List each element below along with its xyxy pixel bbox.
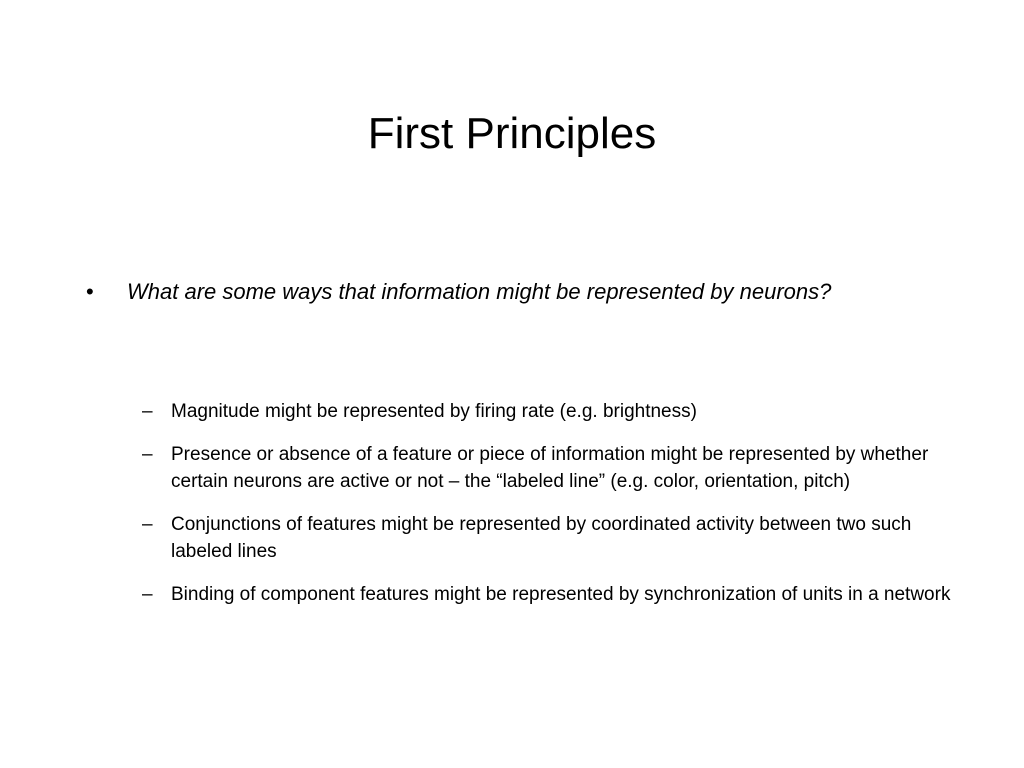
- sub-bullet-item: [142, 441, 952, 495]
- slide-title: First Principles: [367, 109, 657, 158]
- sub-bullet-item: [142, 581, 952, 608]
- sub-bullet-item: [142, 511, 952, 565]
- sub-bullet-list: [142, 398, 952, 624]
- dash-marker: –: [142, 444, 153, 465]
- dash-marker: –: [142, 584, 153, 605]
- main-bullet-text: What are some ways that information might be represented by neurons?: [127, 279, 832, 304]
- sub-bullet-text: Presence or absence of a feature or piece of information might be represented by whether certain neurons are active or not – the “labeled line” (e.g. color, orientation, pitch): [171, 444, 929, 492]
- dash-marker: –: [142, 401, 153, 422]
- sub-bullet-text: Conjunctions of features might be represented by coordinated activity between two such labeled lines: [171, 514, 912, 562]
- dash-marker: –: [142, 514, 153, 535]
- bullet-marker: •: [86, 279, 94, 304]
- sub-bullet-text: Binding of component features might be represented by synchronization of units in a network: [171, 584, 951, 605]
- sub-bullet-text: Magnitude might be represented by firing rate (e.g. brightness): [171, 401, 697, 422]
- sub-bullet-item: [142, 398, 952, 425]
- main-bullet: [86, 276, 916, 307]
